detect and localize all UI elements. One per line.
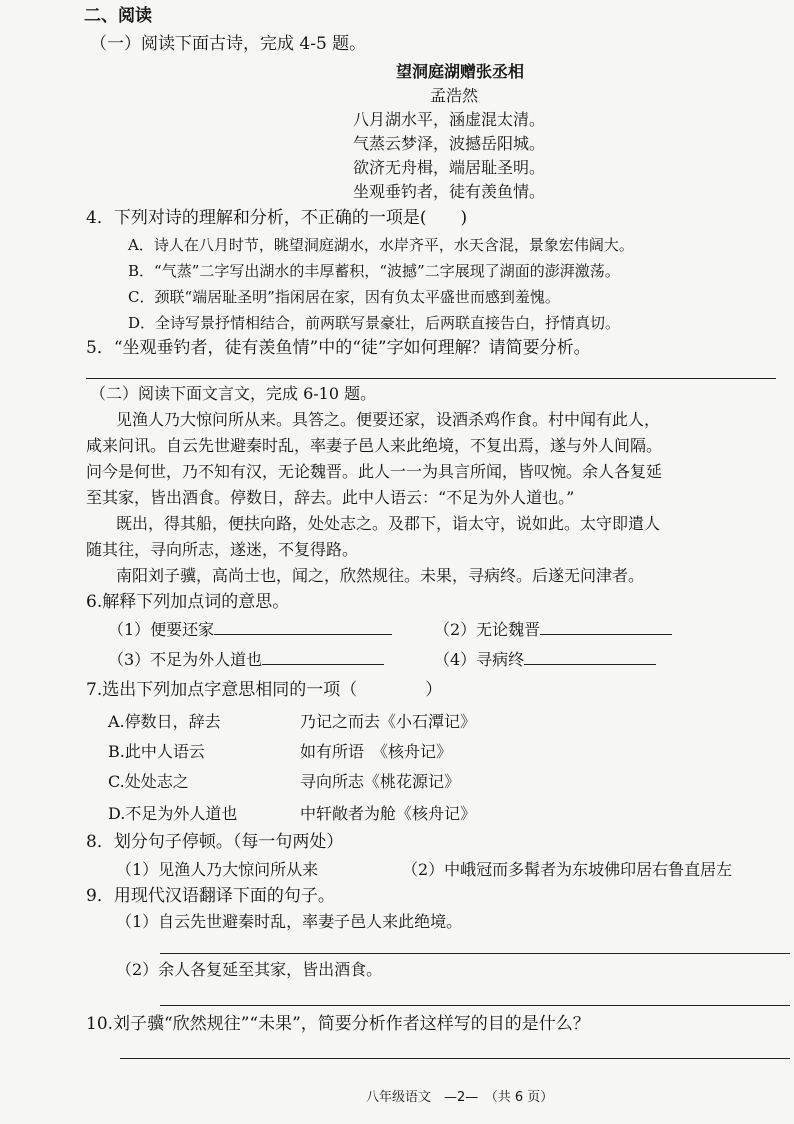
page-footer: 八年级语文 —2— （共 6 页）	[366, 1090, 554, 1105]
q4-option-d: D．全诗写景抒情相结合，前两联写景豪壮，后两联直接告白，抒情真切。	[128, 314, 621, 332]
q9-item-2: （2）余人各复延至其家，皆出酒食。	[116, 960, 383, 979]
passage-line: 问今是何世，乃不知有汉，无论魏晋。此人一一为具言所闻，皆叹惋。余人各复延	[86, 462, 663, 481]
q8-item-2: （2）中峨冠而多髯者为东坡佛印居右鲁直居左	[402, 860, 733, 879]
poem-line: 气蒸云梦泽，波撼岳阳城。	[353, 134, 546, 153]
poem-line: 坐观垂钓者，徒有羡鱼情。	[353, 182, 546, 201]
passage-line: 至其家，皆出酒食。停数日，辞去。此中人语云：“不足为外人道也。”	[86, 488, 575, 507]
q7-option-b-left: B.此中人语云	[108, 742, 205, 761]
poem-author: 孟浩然	[430, 86, 479, 105]
q6-blank[interactable]	[214, 620, 392, 635]
answer-line[interactable]	[160, 1005, 790, 1006]
q7-option-c-left: C.处处志之	[108, 772, 189, 791]
q6-item-label: （4）寻病终	[434, 650, 525, 669]
question-5-stem: 5．“坐观垂钓者，徒有羡鱼情”中的“徒”字如何理解？请简要分析。	[86, 338, 591, 358]
answer-line[interactable]	[120, 1058, 790, 1059]
q6-item	[108, 650, 384, 669]
q7-option-d-left: D.不足为外人道也	[108, 804, 238, 823]
q4-option-c: C．颈联“端居耻圣明”指闲居在家，因有负太平盛世而感到羞愧。	[128, 288, 560, 306]
q9-item-1: （1）自云先世避秦时乱，率妻子邑人来此绝境。	[116, 912, 463, 931]
passage-line: 既出，得其船，便扶向路，处处志之。及郡下，诣太守，说如此。太守即遣人	[116, 514, 661, 533]
passage-line: 南阳刘子骥，高尚士也，闻之，欣然规往。未果，寻病终。后遂无问津者。	[116, 566, 645, 585]
part1-heading: （一）阅读下面古诗，完成 4-5 题。	[90, 34, 367, 54]
question-10-stem: 10.刘子骥“欣然规往”“未果”，简要分析作者这样写的目的是什么？	[86, 1014, 590, 1034]
q6-blank[interactable]	[262, 650, 384, 665]
question-4-stem: 4．下列对诗的理解和分析，不正确的一项是( )	[86, 208, 468, 228]
answer-line[interactable]	[86, 378, 776, 379]
q7-option-a-right: 乃记之而去《小石潭记》	[300, 712, 477, 731]
passage-line: 见渔人乃大惊问所从来。具答之。便要还家，设酒杀鸡作食。村中闻有此人，	[116, 410, 661, 429]
poem-line: 八月湖水平，涵虚混太清。	[353, 110, 546, 129]
q6-item	[434, 650, 656, 669]
q7-option-b-right: 如有所语 《核舟记》	[300, 742, 453, 761]
poem-title: 望洞庭湖赠张丞相	[396, 62, 525, 81]
q6-item-label: （2）无论魏晋	[434, 620, 541, 639]
question-6-stem: 6.解释下列加点词的意思。	[86, 592, 290, 612]
q6-item	[434, 620, 672, 639]
poem-line: 欲济无舟楫，端居耻圣明。	[353, 158, 546, 177]
part2-heading: （二）阅读下面文言文，完成 6-10 题。	[90, 384, 377, 403]
question-8-stem: 8．划分句子停顿。（每一句两处）	[86, 832, 344, 852]
q7-option-d-right: 中轩敞者为舱《核舟记》	[300, 804, 477, 823]
q6-blank[interactable]	[540, 620, 672, 635]
q6-item	[108, 620, 392, 639]
q6-item-label: （3）不足为外人道也	[108, 650, 263, 669]
question-7-stem: 7.选出下列加点字意思相同的一项（ ）	[86, 680, 443, 700]
passage-line: 咸来问讯。自云先世避秦时乱，率妻子邑人来此绝境，不复出焉，遂与外人间隔。	[86, 436, 663, 455]
q8-item-1: （1）见渔人乃大惊问所从来	[116, 860, 319, 879]
q7-option-a-left: A.停数日，辞去	[108, 712, 221, 731]
q7-option-c-right: 寻向所志《桃花源记》	[300, 772, 461, 791]
section-title: 二、阅读	[84, 6, 152, 26]
passage-line: 随其往，寻向所志，遂迷，不复得路。	[86, 540, 359, 559]
q6-item-label: （1）便要还家	[108, 620, 215, 639]
answer-line[interactable]	[160, 953, 790, 954]
q4-option-a: A．诗人在八月时节，眺望洞庭湖水，水岸齐平，水天含混，景象宏伟阔大。	[128, 236, 634, 254]
q4-option-b: B．“气蒸”二字写出湖水的丰厚蓄积，“波撼”二字展现了湖面的澎湃激荡。	[128, 262, 620, 280]
q6-blank[interactable]	[524, 650, 656, 665]
question-9-stem: 9．用现代汉语翻译下面的句子。	[86, 886, 335, 906]
